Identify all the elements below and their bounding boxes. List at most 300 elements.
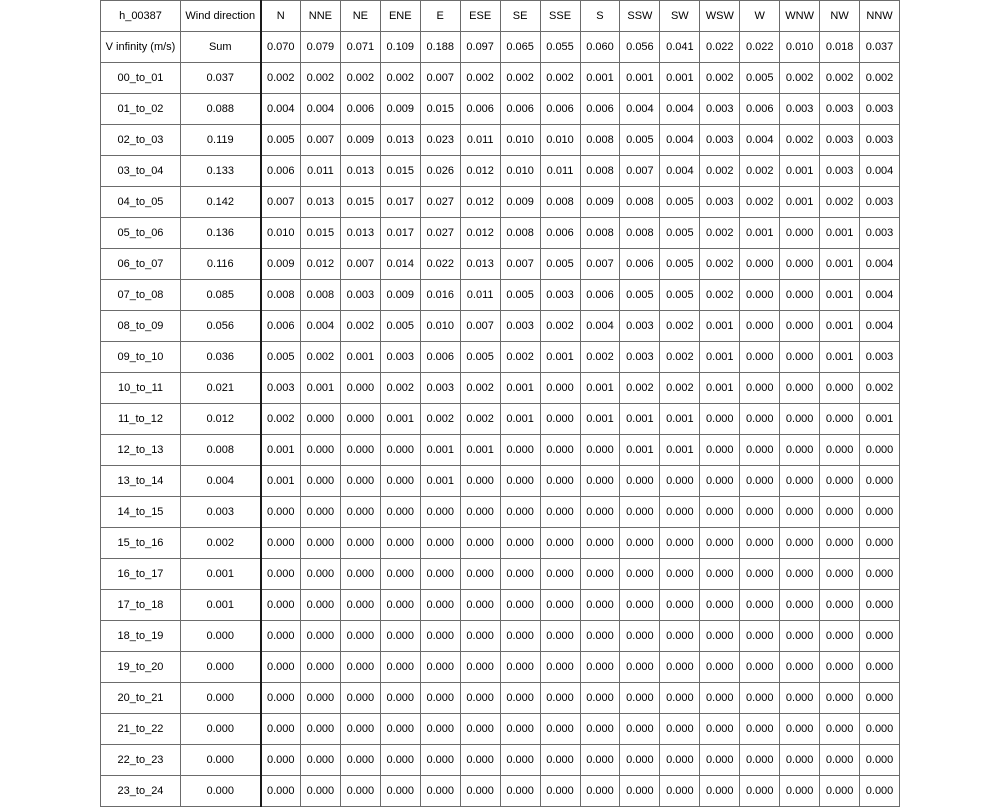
row-sum-cell: 0.000 <box>181 714 261 745</box>
frequency-cell-wnw: 0.000 <box>780 714 820 745</box>
frequency-cell-ne: 0.000 <box>340 559 380 590</box>
frequency-cell-s: 0.000 <box>580 497 620 528</box>
frequency-cell-wnw: 0.000 <box>780 280 820 311</box>
frequency-cell-nne: 0.000 <box>300 497 340 528</box>
frequency-cell-nw: 0.000 <box>820 435 860 466</box>
frequency-cell-sw: 0.005 <box>660 280 700 311</box>
frequency-cell-s: 0.004 <box>580 311 620 342</box>
speed-bin-label: 03_to_04 <box>101 156 181 187</box>
frequency-cell-s: 0.000 <box>580 621 620 652</box>
frequency-cell-ene: 0.000 <box>380 435 420 466</box>
speed-bin-label: 01_to_02 <box>101 94 181 125</box>
frequency-cell-nne: 0.015 <box>300 218 340 249</box>
direction-header-sse: SSE <box>540 1 580 32</box>
frequency-cell-e: 0.000 <box>420 745 460 776</box>
direction-sum-e: 0.188 <box>420 32 460 63</box>
frequency-cell-nw: 0.001 <box>820 280 860 311</box>
table-row <box>101 125 900 156</box>
frequency-cell-e: 0.000 <box>420 683 460 714</box>
frequency-cell-sw: 0.000 <box>660 683 700 714</box>
frequency-cell-n: 0.000 <box>261 714 301 745</box>
frequency-cell-ese: 0.000 <box>460 497 500 528</box>
frequency-cell-sse: 0.000 <box>540 621 580 652</box>
frequency-cell-wsw: 0.003 <box>700 94 740 125</box>
direction-header-wnw: WNW <box>780 1 820 32</box>
frequency-cell-s: 0.000 <box>580 435 620 466</box>
frequency-cell-nne: 0.000 <box>300 528 340 559</box>
frequency-cell-wsw: 0.002 <box>700 218 740 249</box>
frequency-cell-nw: 0.000 <box>820 683 860 714</box>
frequency-cell-w: 0.000 <box>740 776 780 807</box>
frequency-cell-nne: 0.000 <box>300 776 340 807</box>
frequency-cell-ene: 0.017 <box>380 218 420 249</box>
frequency-cell-ne: 0.000 <box>340 590 380 621</box>
frequency-cell-w: 0.004 <box>740 125 780 156</box>
speed-bin-label: 00_to_01 <box>101 63 181 94</box>
row-sum-cell: 0.008 <box>181 435 261 466</box>
frequency-cell-sw: 0.000 <box>660 497 700 528</box>
frequency-cell-wsw: 0.000 <box>700 745 740 776</box>
frequency-cell-n: 0.000 <box>261 745 301 776</box>
frequency-cell-wnw: 0.003 <box>780 94 820 125</box>
frequency-cell-sw: 0.005 <box>660 249 700 280</box>
frequency-cell-w: 0.000 <box>740 528 780 559</box>
frequency-cell-ssw: 0.000 <box>620 776 660 807</box>
frequency-cell-s: 0.000 <box>580 466 620 497</box>
frequency-cell-e: 0.027 <box>420 218 460 249</box>
row-sum-cell: 0.000 <box>181 621 261 652</box>
row-sum-cell: 0.003 <box>181 497 261 528</box>
frequency-cell-ene: 0.000 <box>380 714 420 745</box>
header-row <box>101 1 900 32</box>
frequency-cell-w: 0.000 <box>740 280 780 311</box>
frequency-cell-wsw: 0.002 <box>700 280 740 311</box>
speed-bin-label: 19_to_20 <box>101 652 181 683</box>
frequency-cell-e: 0.003 <box>420 373 460 404</box>
table-row <box>101 94 900 125</box>
frequency-cell-se: 0.009 <box>500 187 540 218</box>
frequency-cell-sse: 0.000 <box>540 714 580 745</box>
direction-header-n: N <box>261 1 301 32</box>
frequency-cell-ene: 0.017 <box>380 187 420 218</box>
frequency-cell-ese: 0.012 <box>460 187 500 218</box>
table-row <box>101 249 900 280</box>
frequency-cell-ese: 0.011 <box>460 280 500 311</box>
frequency-cell-wnw: 0.000 <box>780 218 820 249</box>
frequency-cell-ese: 0.013 <box>460 249 500 280</box>
table-row <box>101 435 900 466</box>
frequency-cell-sse: 0.000 <box>540 776 580 807</box>
frequency-cell-e: 0.016 <box>420 280 460 311</box>
frequency-cell-sse: 0.000 <box>540 497 580 528</box>
frequency-cell-nw: 0.000 <box>820 373 860 404</box>
frequency-cell-ne: 0.007 <box>340 249 380 280</box>
frequency-cell-w: 0.000 <box>740 311 780 342</box>
row-sum-cell: 0.000 <box>181 745 261 776</box>
frequency-cell-wsw: 0.000 <box>700 404 740 435</box>
frequency-cell-s: 0.000 <box>580 590 620 621</box>
frequency-cell-n: 0.010 <box>261 218 301 249</box>
frequency-cell-nw: 0.000 <box>820 714 860 745</box>
speed-bin-label: 21_to_22 <box>101 714 181 745</box>
frequency-cell-wnw: 0.001 <box>780 156 820 187</box>
frequency-cell-nne: 0.007 <box>300 125 340 156</box>
table-row <box>101 683 900 714</box>
frequency-cell-ese: 0.012 <box>460 156 500 187</box>
frequency-cell-ssw: 0.000 <box>620 590 660 621</box>
speed-label: V infinity (m/s) <box>101 32 181 63</box>
frequency-cell-wnw: 0.002 <box>780 125 820 156</box>
frequency-cell-e: 0.000 <box>420 714 460 745</box>
frequency-cell-e: 0.027 <box>420 187 460 218</box>
frequency-cell-ene: 0.014 <box>380 249 420 280</box>
frequency-cell-wsw: 0.000 <box>700 683 740 714</box>
frequency-cell-w: 0.000 <box>740 373 780 404</box>
frequency-cell-ene: 0.000 <box>380 652 420 683</box>
frequency-cell-wnw: 0.000 <box>780 652 820 683</box>
frequency-cell-nnw: 0.004 <box>860 156 900 187</box>
frequency-cell-wsw: 0.001 <box>700 373 740 404</box>
frequency-cell-ne: 0.000 <box>340 497 380 528</box>
frequency-cell-sw: 0.000 <box>660 466 700 497</box>
frequency-cell-e: 0.000 <box>420 590 460 621</box>
frequency-cell-nne: 0.002 <box>300 63 340 94</box>
frequency-cell-wnw: 0.000 <box>780 342 820 373</box>
frequency-cell-w: 0.000 <box>740 683 780 714</box>
row-sum-cell: 0.000 <box>181 683 261 714</box>
frequency-cell-w: 0.000 <box>740 714 780 745</box>
direction-sum-w: 0.022 <box>740 32 780 63</box>
frequency-cell-ne: 0.000 <box>340 621 380 652</box>
frequency-cell-wsw: 0.001 <box>700 342 740 373</box>
frequency-cell-sw: 0.000 <box>660 745 700 776</box>
direction-sum-n: 0.070 <box>261 32 301 63</box>
frequency-cell-wnw: 0.000 <box>780 311 820 342</box>
frequency-cell-ssw: 0.001 <box>620 63 660 94</box>
direction-sum-nne: 0.079 <box>300 32 340 63</box>
frequency-cell-s: 0.009 <box>580 187 620 218</box>
row-sum-cell: 0.002 <box>181 528 261 559</box>
frequency-cell-ssw: 0.006 <box>620 249 660 280</box>
speed-bin-label: 08_to_09 <box>101 311 181 342</box>
frequency-cell-sse: 0.000 <box>540 466 580 497</box>
frequency-cell-nw: 0.001 <box>820 311 860 342</box>
frequency-cell-sw: 0.000 <box>660 559 700 590</box>
frequency-cell-e: 0.000 <box>420 559 460 590</box>
frequency-cell-sw: 0.000 <box>660 528 700 559</box>
frequency-cell-se: 0.002 <box>500 342 540 373</box>
frequency-cell-ssw: 0.000 <box>620 559 660 590</box>
frequency-cell-s: 0.007 <box>580 249 620 280</box>
frequency-cell-s: 0.002 <box>580 342 620 373</box>
frequency-cell-se: 0.008 <box>500 218 540 249</box>
frequency-cell-nne: 0.000 <box>300 745 340 776</box>
frequency-cell-nnw: 0.000 <box>860 590 900 621</box>
frequency-cell-ssw: 0.001 <box>620 435 660 466</box>
frequency-cell-n: 0.000 <box>261 683 301 714</box>
frequency-cell-ese: 0.002 <box>460 373 500 404</box>
frequency-cell-ese: 0.000 <box>460 745 500 776</box>
row-sum-cell: 0.085 <box>181 280 261 311</box>
row-sum-cell: 0.000 <box>181 652 261 683</box>
frequency-cell-n: 0.008 <box>261 280 301 311</box>
frequency-cell-nnw: 0.000 <box>860 528 900 559</box>
frequency-cell-e: 0.022 <box>420 249 460 280</box>
frequency-cell-ene: 0.009 <box>380 94 420 125</box>
frequency-cell-ese: 0.000 <box>460 776 500 807</box>
frequency-cell-w: 0.006 <box>740 94 780 125</box>
speed-bin-label: 05_to_06 <box>101 218 181 249</box>
frequency-cell-s: 0.000 <box>580 559 620 590</box>
frequency-cell-ne: 0.000 <box>340 714 380 745</box>
frequency-cell-nnw: 0.001 <box>860 404 900 435</box>
frequency-cell-sse: 0.002 <box>540 311 580 342</box>
frequency-cell-sse: 0.000 <box>540 559 580 590</box>
frequency-cell-wsw: 0.003 <box>700 125 740 156</box>
frequency-cell-se: 0.000 <box>500 683 540 714</box>
frequency-cell-wsw: 0.000 <box>700 559 740 590</box>
frequency-cell-nne: 0.000 <box>300 466 340 497</box>
frequency-cell-w: 0.000 <box>740 435 780 466</box>
frequency-cell-s: 0.000 <box>580 652 620 683</box>
frequency-cell-sw: 0.000 <box>660 621 700 652</box>
frequency-cell-nne: 0.000 <box>300 559 340 590</box>
speed-bin-label: 23_to_24 <box>101 776 181 807</box>
frequency-cell-ese: 0.002 <box>460 63 500 94</box>
direction-header-se: SE <box>500 1 540 32</box>
frequency-cell-e: 0.026 <box>420 156 460 187</box>
frequency-cell-nw: 0.003 <box>820 156 860 187</box>
frequency-cell-w: 0.000 <box>740 745 780 776</box>
frequency-cell-nnw: 0.002 <box>860 63 900 94</box>
frequency-cell-wnw: 0.000 <box>780 373 820 404</box>
frequency-cell-nne: 0.000 <box>300 590 340 621</box>
frequency-cell-wsw: 0.000 <box>700 590 740 621</box>
frequency-cell-nnw: 0.000 <box>860 683 900 714</box>
frequency-cell-nnw: 0.000 <box>860 466 900 497</box>
table-row <box>101 559 900 590</box>
frequency-cell-s: 0.000 <box>580 745 620 776</box>
direction-header-ne: NE <box>340 1 380 32</box>
direction-sum-s: 0.060 <box>580 32 620 63</box>
row-sum-cell: 0.142 <box>181 187 261 218</box>
frequency-cell-w: 0.000 <box>740 590 780 621</box>
frequency-cell-nnw: 0.000 <box>860 621 900 652</box>
frequency-cell-n: 0.002 <box>261 404 301 435</box>
table-row <box>101 652 900 683</box>
frequency-cell-ene: 0.015 <box>380 156 420 187</box>
frequency-cell-se: 0.000 <box>500 590 540 621</box>
row-sum-cell: 0.001 <box>181 559 261 590</box>
frequency-cell-nw: 0.000 <box>820 776 860 807</box>
frequency-cell-ssw: 0.007 <box>620 156 660 187</box>
frequency-cell-n: 0.000 <box>261 590 301 621</box>
frequency-cell-wnw: 0.000 <box>780 249 820 280</box>
frequency-cell-ssw: 0.000 <box>620 683 660 714</box>
frequency-cell-n: 0.005 <box>261 342 301 373</box>
frequency-cell-ene: 0.000 <box>380 776 420 807</box>
frequency-cell-ne: 0.000 <box>340 435 380 466</box>
speed-bin-label: 02_to_03 <box>101 125 181 156</box>
frequency-cell-s: 0.008 <box>580 156 620 187</box>
frequency-cell-ssw: 0.000 <box>620 745 660 776</box>
direction-sum-wnw: 0.010 <box>780 32 820 63</box>
frequency-cell-wsw: 0.003 <box>700 187 740 218</box>
frequency-cell-wnw: 0.000 <box>780 466 820 497</box>
frequency-cell-ene: 0.002 <box>380 373 420 404</box>
frequency-cell-nnw: 0.000 <box>860 745 900 776</box>
frequency-cell-wnw: 0.000 <box>780 745 820 776</box>
frequency-cell-nw: 0.001 <box>820 249 860 280</box>
direction-sum-ssw: 0.056 <box>620 32 660 63</box>
frequency-cell-nnw: 0.004 <box>860 280 900 311</box>
frequency-cell-sse: 0.000 <box>540 590 580 621</box>
frequency-cell-w: 0.005 <box>740 63 780 94</box>
table-row <box>101 218 900 249</box>
frequency-cell-sw: 0.004 <box>660 94 700 125</box>
frequency-cell-sw: 0.004 <box>660 125 700 156</box>
frequency-cell-s: 0.006 <box>580 280 620 311</box>
speed-bin-label: 12_to_13 <box>101 435 181 466</box>
frequency-cell-sw: 0.005 <box>660 218 700 249</box>
frequency-cell-ssw: 0.004 <box>620 94 660 125</box>
frequency-cell-ssw: 0.000 <box>620 466 660 497</box>
frequency-cell-ne: 0.000 <box>340 466 380 497</box>
frequency-cell-n: 0.000 <box>261 559 301 590</box>
frequency-cell-n: 0.006 <box>261 311 301 342</box>
frequency-cell-nne: 0.012 <box>300 249 340 280</box>
frequency-cell-ssw: 0.000 <box>620 497 660 528</box>
frequency-cell-sse: 0.000 <box>540 652 580 683</box>
frequency-cell-nw: 0.000 <box>820 497 860 528</box>
frequency-cell-e: 0.001 <box>420 435 460 466</box>
frequency-cell-s: 0.006 <box>580 94 620 125</box>
frequency-cell-nne: 0.000 <box>300 683 340 714</box>
table-row <box>101 404 900 435</box>
frequency-cell-ene: 0.009 <box>380 280 420 311</box>
frequency-cell-nnw: 0.000 <box>860 497 900 528</box>
frequency-cell-e: 0.000 <box>420 621 460 652</box>
frequency-cell-sw: 0.000 <box>660 776 700 807</box>
table-row <box>101 280 900 311</box>
direction-header-nnw: NNW <box>860 1 900 32</box>
frequency-cell-nne: 0.000 <box>300 435 340 466</box>
frequency-cell-w: 0.002 <box>740 187 780 218</box>
frequency-cell-wnw: 0.000 <box>780 435 820 466</box>
frequency-cell-sse: 0.000 <box>540 404 580 435</box>
speed-bin-label: 18_to_19 <box>101 621 181 652</box>
frequency-cell-ssw: 0.008 <box>620 218 660 249</box>
frequency-cell-sse: 0.002 <box>540 63 580 94</box>
frequency-cell-wsw: 0.002 <box>700 249 740 280</box>
frequency-cell-w: 0.000 <box>740 652 780 683</box>
direction-sum-sse: 0.055 <box>540 32 580 63</box>
frequency-cell-ne: 0.013 <box>340 218 380 249</box>
table-row <box>101 714 900 745</box>
frequency-cell-se: 0.003 <box>500 311 540 342</box>
frequency-cell-nnw: 0.000 <box>860 435 900 466</box>
frequency-cell-se: 0.000 <box>500 745 540 776</box>
frequency-cell-s: 0.008 <box>580 218 620 249</box>
frequency-cell-nne: 0.004 <box>300 311 340 342</box>
direction-header-wsw: WSW <box>700 1 740 32</box>
frequency-cell-e: 0.000 <box>420 776 460 807</box>
frequency-cell-se: 0.010 <box>500 125 540 156</box>
frequency-cell-n: 0.006 <box>261 156 301 187</box>
row-sum-cell: 0.136 <box>181 218 261 249</box>
speed-bin-label: 10_to_11 <box>101 373 181 404</box>
frequency-cell-wsw: 0.000 <box>700 466 740 497</box>
frequency-cell-wnw: 0.000 <box>780 776 820 807</box>
frequency-cell-nnw: 0.003 <box>860 125 900 156</box>
frequency-cell-wsw: 0.000 <box>700 528 740 559</box>
frequency-cell-se: 0.000 <box>500 714 540 745</box>
frequency-cell-ese: 0.007 <box>460 311 500 342</box>
frequency-cell-n: 0.003 <box>261 373 301 404</box>
frequency-cell-nw: 0.000 <box>820 404 860 435</box>
sum-label: Sum <box>181 32 261 63</box>
frequency-cell-ssw: 0.001 <box>620 404 660 435</box>
frequency-cell-w: 0.000 <box>740 342 780 373</box>
frequency-cell-ese: 0.000 <box>460 683 500 714</box>
frequency-cell-wnw: 0.002 <box>780 63 820 94</box>
row-sum-cell: 0.133 <box>181 156 261 187</box>
frequency-cell-sse: 0.005 <box>540 249 580 280</box>
frequency-cell-nnw: 0.002 <box>860 373 900 404</box>
frequency-cell-ne: 0.001 <box>340 342 380 373</box>
frequency-cell-s: 0.001 <box>580 373 620 404</box>
speed-bin-label: 14_to_15 <box>101 497 181 528</box>
frequency-cell-ne: 0.000 <box>340 745 380 776</box>
direction-sum-ese: 0.097 <box>460 32 500 63</box>
frequency-cell-ne: 0.013 <box>340 156 380 187</box>
frequency-cell-nne: 0.000 <box>300 652 340 683</box>
frequency-cell-nw: 0.001 <box>820 342 860 373</box>
frequency-cell-ese: 0.006 <box>460 94 500 125</box>
table-row <box>101 621 900 652</box>
row-sum-cell: 0.004 <box>181 466 261 497</box>
direction-header-ene: ENE <box>380 1 420 32</box>
frequency-cell-sse: 0.006 <box>540 218 580 249</box>
direction-header: Wind direction <box>181 1 261 32</box>
frequency-cell-e: 0.000 <box>420 652 460 683</box>
frequency-cell-sw: 0.002 <box>660 342 700 373</box>
frequency-cell-ese: 0.000 <box>460 528 500 559</box>
frequency-cell-wsw: 0.002 <box>700 156 740 187</box>
frequency-cell-ne: 0.000 <box>340 404 380 435</box>
frequency-cell-sse: 0.001 <box>540 342 580 373</box>
frequency-cell-sse: 0.008 <box>540 187 580 218</box>
frequency-cell-ene: 0.000 <box>380 497 420 528</box>
frequency-cell-nnw: 0.004 <box>860 249 900 280</box>
frequency-cell-wsw: 0.000 <box>700 714 740 745</box>
speed-bin-label: 17_to_18 <box>101 590 181 621</box>
frequency-cell-ese: 0.002 <box>460 404 500 435</box>
frequency-cell-ne: 0.002 <box>340 63 380 94</box>
frequency-cell-e: 0.023 <box>420 125 460 156</box>
frequency-cell-w: 0.002 <box>740 156 780 187</box>
table-row <box>101 528 900 559</box>
table-row <box>101 497 900 528</box>
row-sum-cell: 0.037 <box>181 63 261 94</box>
direction-sum-nw: 0.018 <box>820 32 860 63</box>
frequency-cell-s: 0.000 <box>580 528 620 559</box>
frequency-cell-nnw: 0.000 <box>860 559 900 590</box>
frequency-cell-nne: 0.013 <box>300 187 340 218</box>
direction-header-nne: NNE <box>300 1 340 32</box>
frequency-cell-wsw: 0.000 <box>700 652 740 683</box>
speed-bin-label: 06_to_07 <box>101 249 181 280</box>
